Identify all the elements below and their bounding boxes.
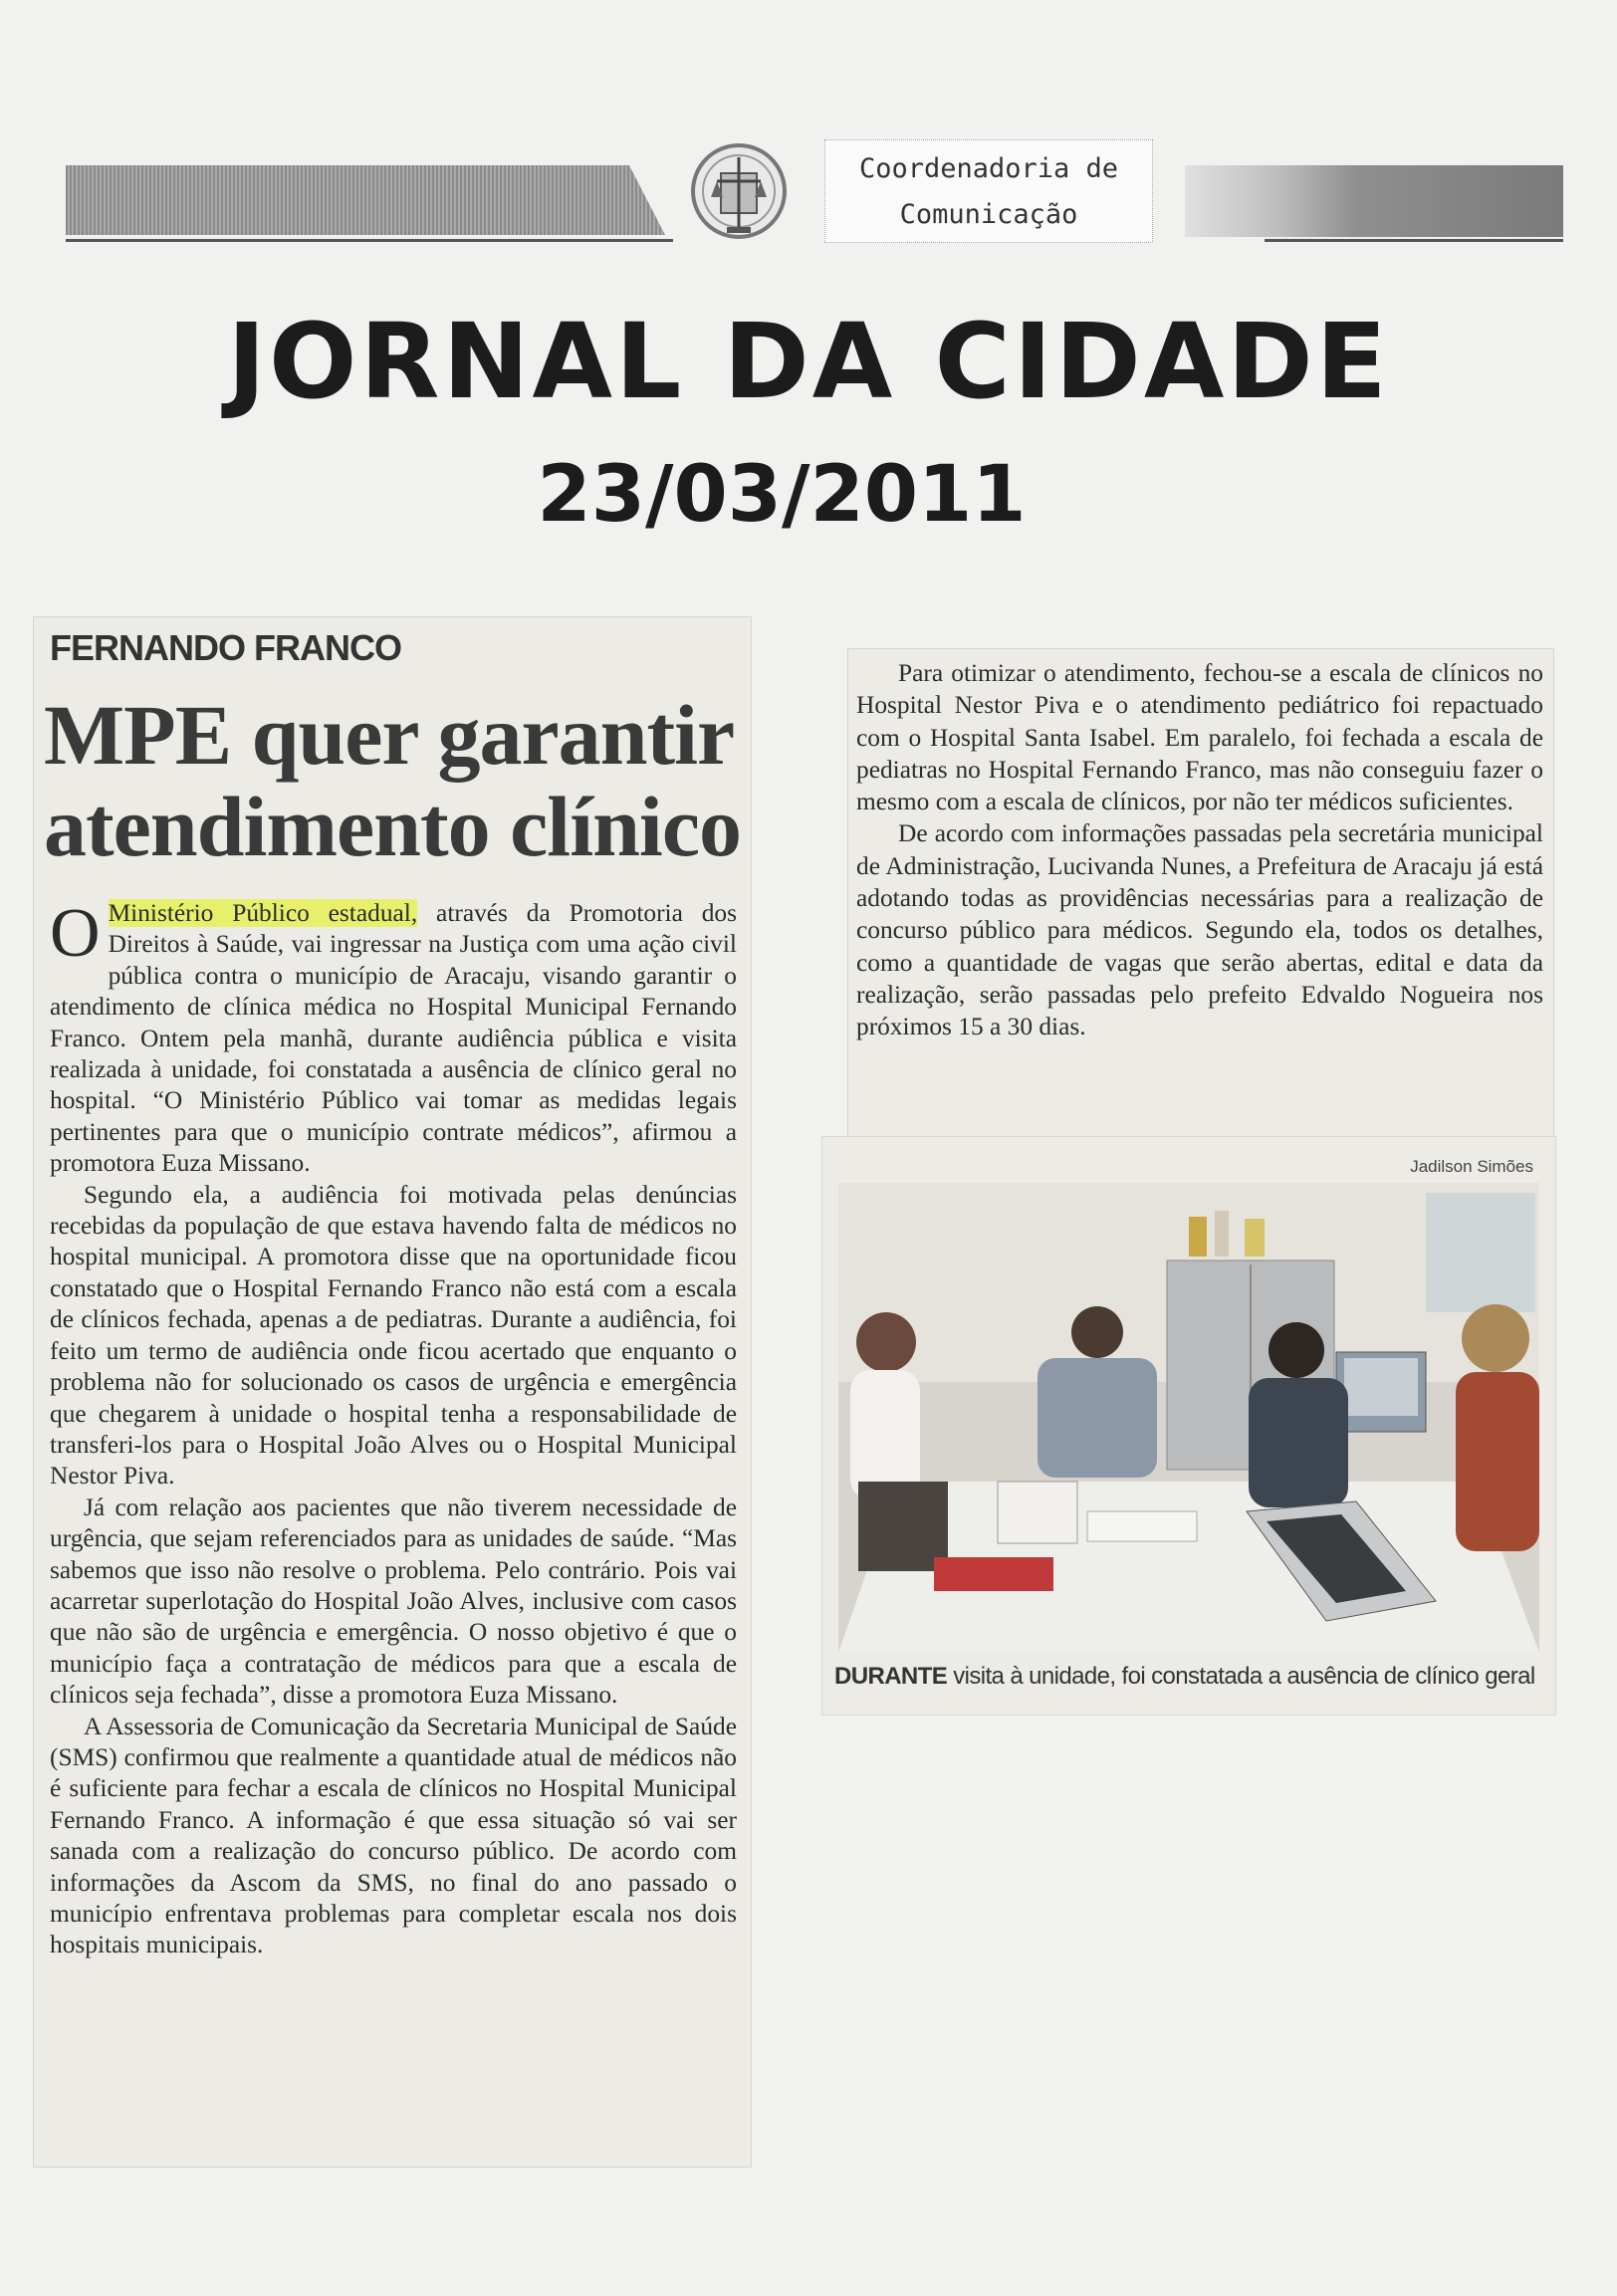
- drop-cap: O: [50, 895, 101, 972]
- coord-line-2: Comunicação: [899, 199, 1078, 230]
- article-body-left: [50, 895, 737, 1961]
- coordination-label: [824, 139, 1153, 243]
- caption-text: visita à unidade, foi constatada a ausência de clínico geral: [947, 1663, 1535, 1690]
- header-bar-left: [66, 165, 665, 235]
- caption-lead: DURANTE: [834, 1663, 948, 1690]
- article-headline: MPE quer garantir atendimento clínico: [44, 687, 741, 874]
- paragraph-5: Para otimizar o atendimento, fechou-se a escala de clínicos no Hospital Nestor Piva e o atendimento pediátrico foi repactuado com o Hospital Santa Isabel. Em paralelo, foi fechada a escala de pediatras no Hospital Fernando Franco, mas não conseguiu fazer o mesmo com a escala de clínicos, por não ter médicos suficientes.: [856, 659, 1543, 816]
- photo-credit: Jadilson Simões: [1410, 1157, 1533, 1176]
- paragraph-1: [50, 895, 737, 1180]
- coord-line-1: Coordenadoria de: [858, 153, 1119, 184]
- photo-clipping: [822, 1137, 1555, 1715]
- header-bar-right: [1185, 165, 1563, 237]
- header-rule-left: [66, 239, 673, 242]
- paragraph-1-text: através da Promotoria dos Direitos à Saúde, vai ingressar na Justiça com uma ação civil pública contra o município de Aracaju, visando garantir o atendimento de clínica médica no Hospital Municipal Fernando Franco. Ontem pela manhã, durante audiência pública e visita realizada à unidade, foi constatada a ausência de clínico geral no hospital. “O Ministério Público vai tomar as medidas legais pertinentes para que o município contrate médicos”, afirmou a promotora Euza Missano.: [50, 899, 737, 1178]
- paragraph-4: A Assessoria de Comunicação da Secretaria Municipal de Saúde (SMS) confirmou que realmente a quantidade atual de médicos não é suficiente para fechar a escala de clínicos no Hospital Municipal Fernando Franco. A informação é que essa situação só vai ser sanada com a realização do concurso público. De acordo com informações da Ascom da SMS, no final do ano passado o município enfrentava problemas para completar escala nos dois hospitais municipais.: [50, 1712, 737, 1959]
- publication-date: 23/03/2011: [537, 450, 1027, 540]
- paragraph-2: Segundo ela, a audiência foi motivada pelas denúncias recebidas da população de que estava havendo falta de médicos no hospital municipal. A promotora disse que na oportunidade ficou constatado que o Hospital Fernando Franco não está com a escala de clínicos fechada, apenas a de pediatras. Durante a audiência, foi feito um termo de audiência onde ficou acertado que enquanto o problema não for solucionado os casos de urgência e emergência que chegarem à unidade o hospital tenha a responsabilidade de transferi-los para o Hospital João Alves ou o Hospital Municipal Nestor Piva.: [50, 1180, 737, 1491]
- article-clipping-right: [848, 649, 1553, 1137]
- header-rule-right: [1265, 239, 1563, 242]
- article-kicker: FERNANDO FRANCO: [50, 627, 401, 668]
- article-body-right: [856, 657, 1543, 1043]
- highlighted-text: Ministério Público estadual,: [108, 899, 418, 927]
- article-clipping-left: [34, 617, 751, 2167]
- institution-seal-icon: [687, 139, 791, 243]
- meeting-photo: [838, 1183, 1539, 1653]
- paragraph-6: De acordo com informações passadas pela secretária municipal de Administração, Lucivanda Nunes, a Prefeitura de Aracaju já está adotando todas as providências necessárias para a realização de concurso público para médicos. Segundo ela, todos os detalhes, como a quantidade de vagas que serão abertas, edital e data da realização, serão passadas pelo prefeito Edvaldo Nogueira nos próximos 15 a 30 dias.: [856, 819, 1543, 1041]
- newspaper-title: JORNAL DA CIDADE: [227, 301, 1390, 422]
- paragraph-3: Já com relação aos pacientes que não tiverem necessidade de urgência, que sejam referenciados para as unidades de saúde. “Mas sabemos que isso não resolve o problema. Pelo contrário. Pois vai acarretar superlotação do Hospital João Alves, inclusive com casos que não são de urgência e emergência. O nosso objetivo é que o município faça a contratação de médicos para que a escala de clínicos seja fechada”, disse a promotora Euza Missano.: [50, 1492, 737, 1710]
- photo-caption: [834, 1663, 1551, 1691]
